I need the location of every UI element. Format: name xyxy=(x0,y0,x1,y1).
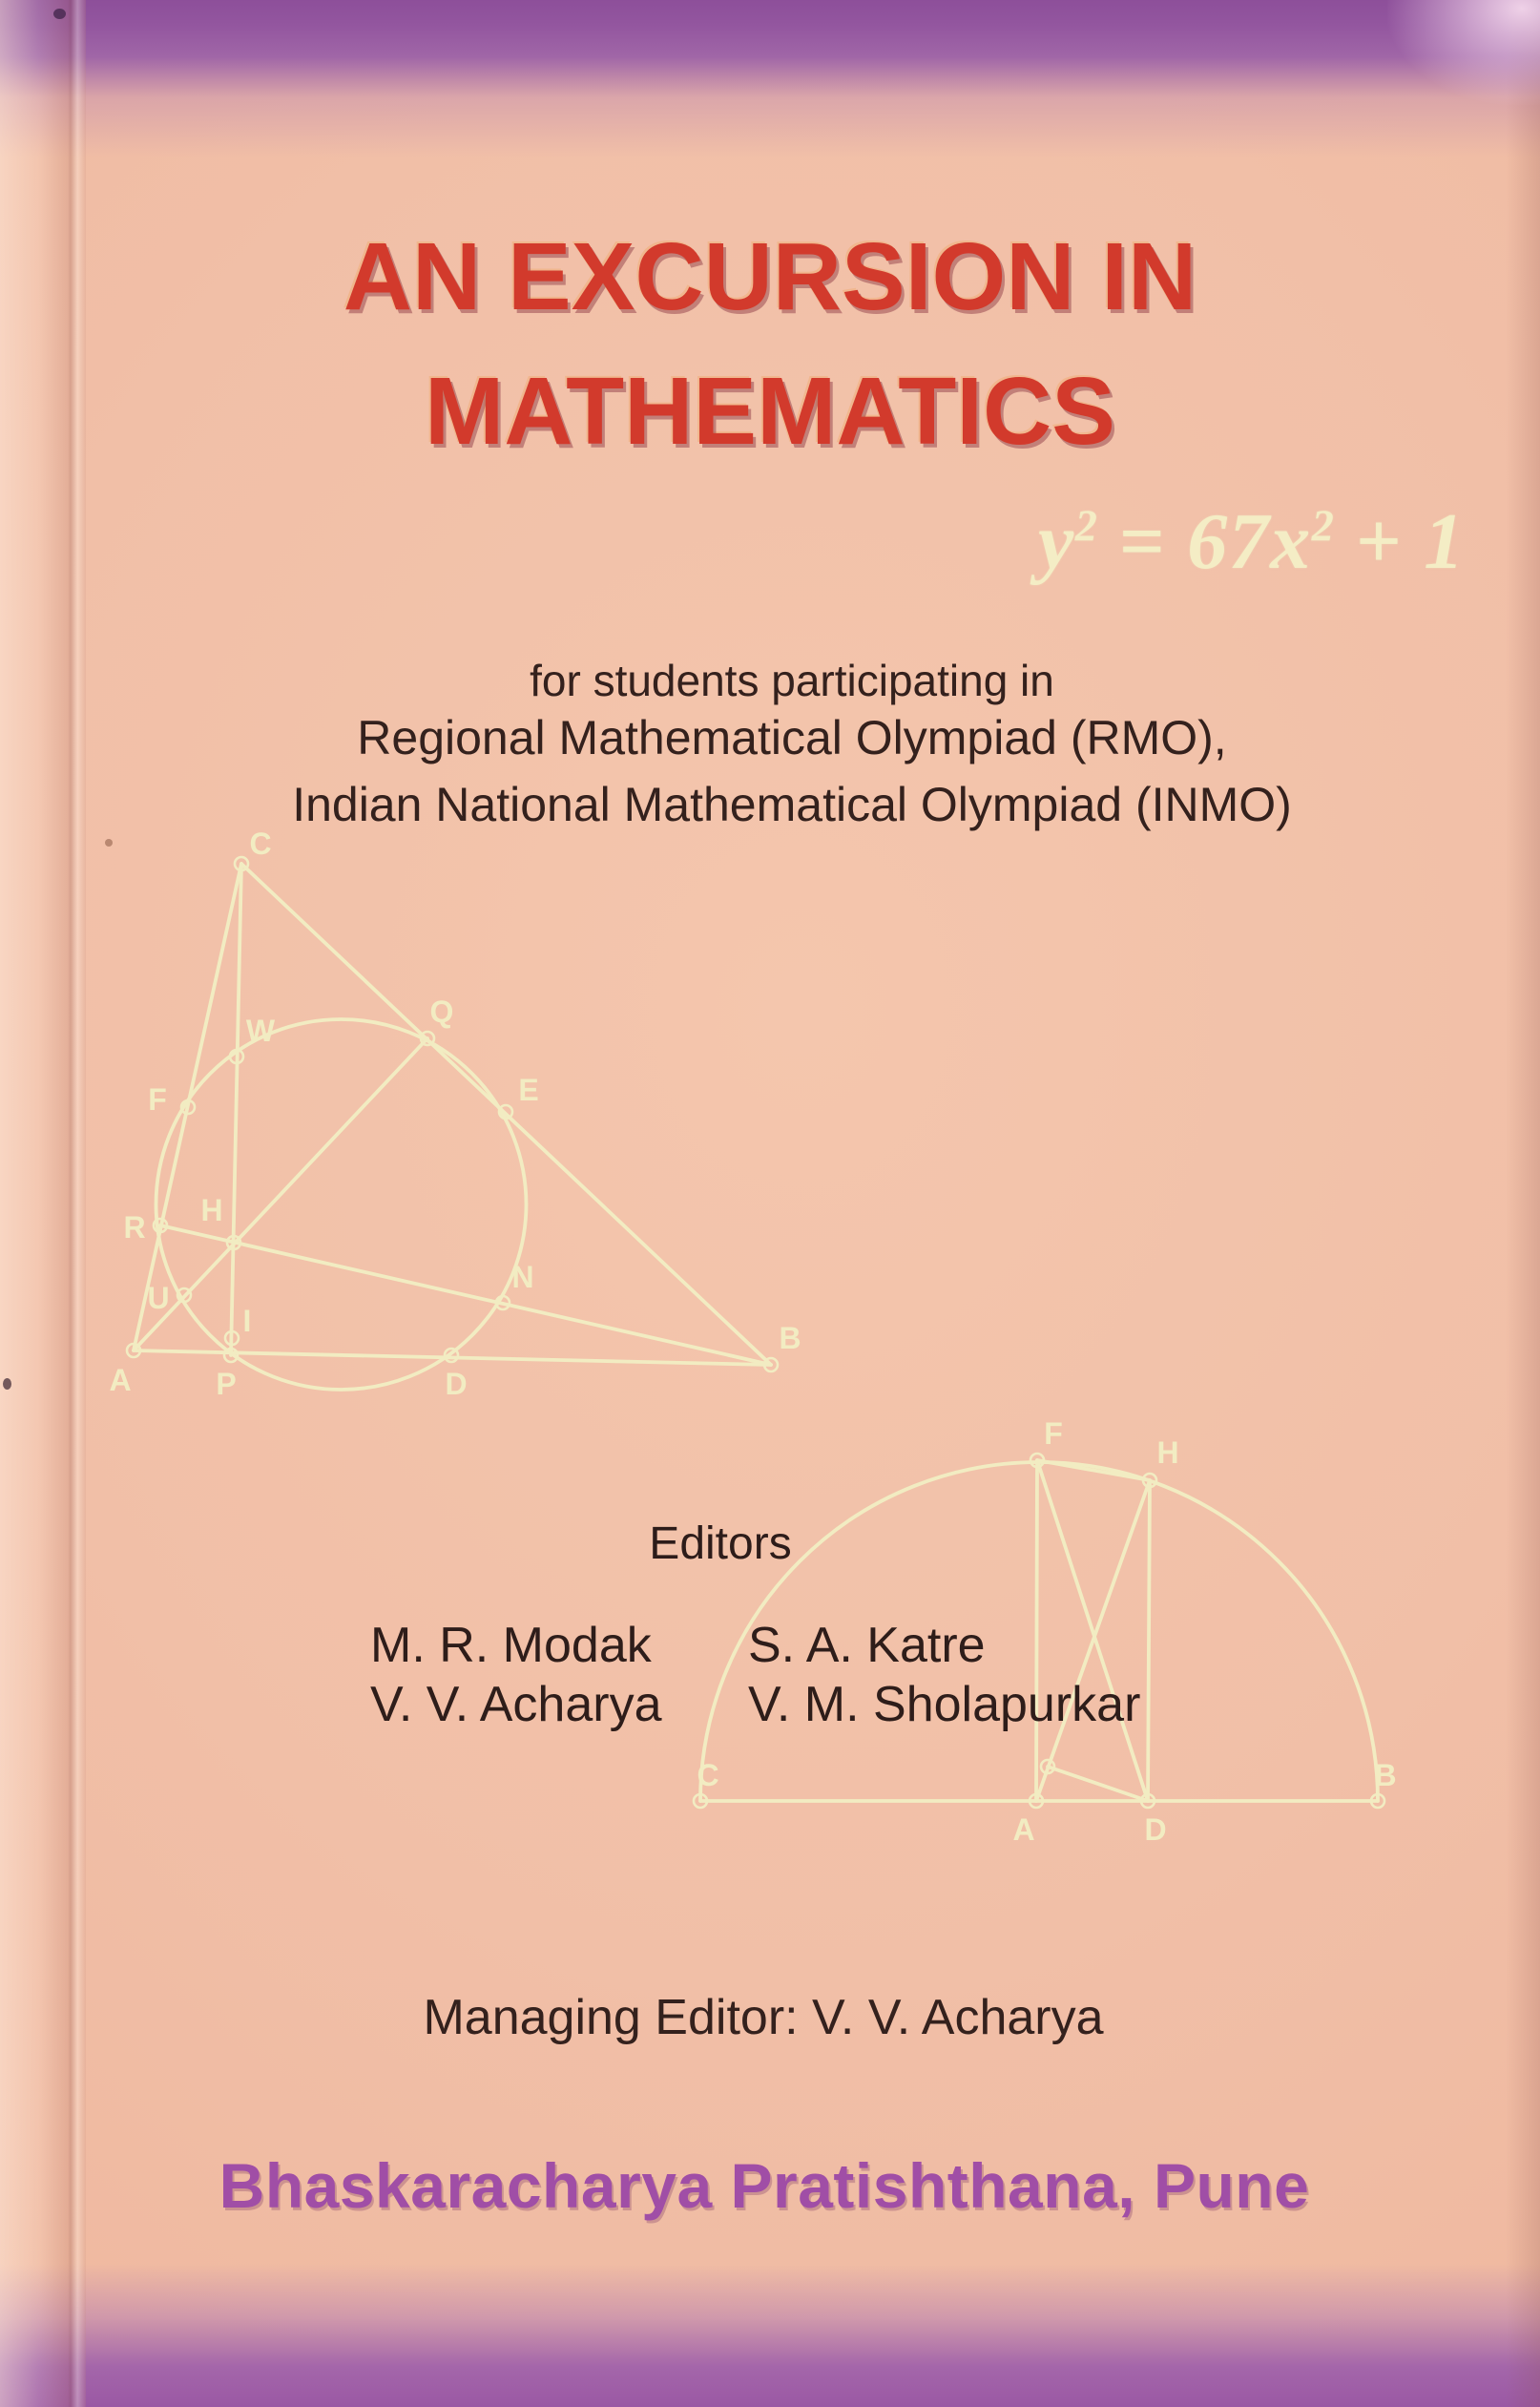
editors-heading: Editors xyxy=(649,1518,792,1569)
editor-name: S. A. Katre xyxy=(748,1618,986,1673)
point-label: U xyxy=(147,1281,170,1315)
point-label: H xyxy=(200,1193,223,1227)
diagram-line xyxy=(134,1038,427,1350)
eq-y: y xyxy=(1038,497,1075,586)
diagram-line xyxy=(231,864,241,1355)
ink-speck xyxy=(3,1378,11,1390)
eq-tail: + 1 xyxy=(1333,497,1466,586)
eq-y-exponent: 2 xyxy=(1074,501,1097,550)
point-label: A xyxy=(1012,1812,1035,1847)
diagram-line xyxy=(1037,1460,1150,1480)
title-line-2: MATHEMATICS xyxy=(425,358,1115,465)
eq-x-exponent: 2 xyxy=(1311,501,1334,550)
subtitle-line-1: for students participating in xyxy=(530,656,1054,705)
subtitle-line-3: Indian National Mathematical Olympiad (INMO) xyxy=(292,778,1292,831)
triangle-with-circle-diagram xyxy=(109,827,801,1401)
point-label: D xyxy=(1144,1812,1167,1847)
title-line-1: AN EXCURSION IN xyxy=(343,223,1197,330)
point-label: W xyxy=(245,1014,276,1048)
ink-speck xyxy=(53,9,66,19)
editor-name: V. M. Sholapurkar xyxy=(748,1677,1141,1732)
point-label: D xyxy=(445,1367,468,1401)
point-label: C xyxy=(249,827,272,861)
editors-column-left xyxy=(370,1616,662,1734)
subtitle-line-2: Regional Mathematical Olympiad (RMO), xyxy=(357,711,1227,764)
editor-name: M. R. Modak xyxy=(370,1618,652,1673)
point-label: R xyxy=(123,1210,146,1245)
point-label: B xyxy=(1374,1758,1397,1792)
point-label: E xyxy=(518,1073,539,1107)
point-label: C xyxy=(697,1758,719,1792)
point-label: A xyxy=(109,1363,132,1397)
point-label: N xyxy=(511,1260,534,1294)
diagram-line xyxy=(1048,1767,1148,1801)
editor-name: V. V. Acharya xyxy=(370,1677,662,1732)
point-label: H xyxy=(1156,1435,1179,1470)
eq-middle: = 67x xyxy=(1096,497,1312,586)
point-label: F xyxy=(1044,1416,1063,1451)
point-label: I xyxy=(242,1304,252,1338)
point-label: P xyxy=(216,1367,237,1401)
ink-speck xyxy=(105,839,113,847)
managing-editor-line: Managing Editor: V. V. Acharya xyxy=(423,1990,1104,2045)
point-label: F xyxy=(148,1082,167,1117)
point-label: Q xyxy=(429,994,454,1029)
editors-column-right xyxy=(748,1616,1140,1734)
publisher-line: Bhaskaracharya Pratishthana, Pune xyxy=(219,2150,1310,2221)
point-label: B xyxy=(779,1321,801,1355)
